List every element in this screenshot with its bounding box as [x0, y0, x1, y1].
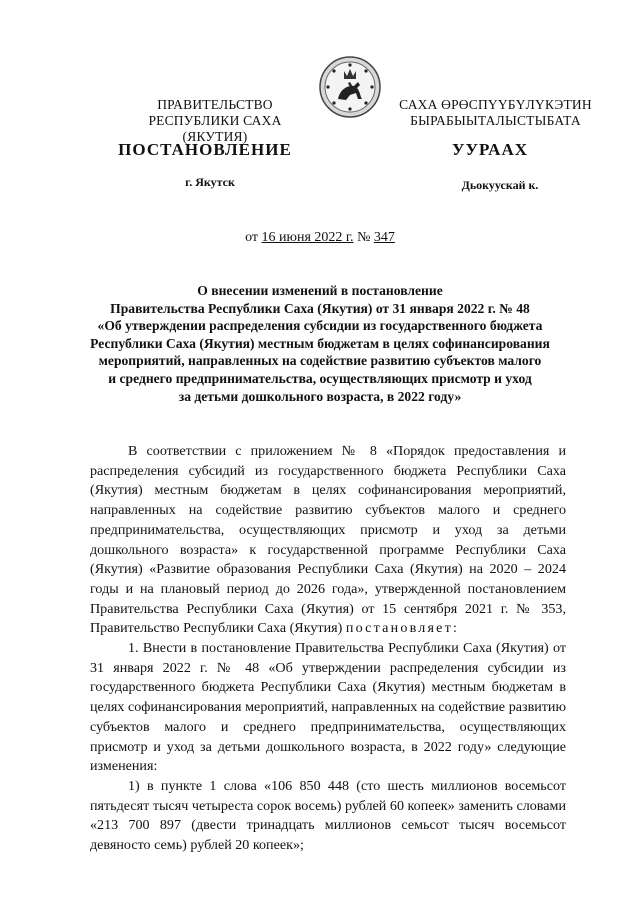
date-prefix: от: [245, 230, 259, 245]
issuer-left: [120, 97, 310, 145]
city-right: Дьокуускай к.: [461, 178, 539, 192]
doc-type-right: УУРААХ: [452, 140, 528, 159]
doc-date: 16 июня 2022 г.: [261, 230, 354, 245]
number-sign: №: [357, 230, 371, 245]
body-paragraph-2: 1. Внести в постановление Правительства Республики Саха (Якутия) от 31 января 2022 г. № 48 «Об утверждении распределения субсидии из государственного бюджета Республики Саха (Якутия) местным бюджетам в целях софинансирования мероприятий, направленных на содействие развитию субъектов малого и среднего предпринимательства, осуществляющих присмотр и уход за детьми дошкольного возраста, в 2022 году» следующие изменения:: [90, 640, 566, 775]
issuer-right-line2: БЫРАБЫЫТАЛЫСТЫБАТА: [410, 113, 581, 128]
doc-title: [80, 282, 560, 405]
title-line: Правительства Республики Саха (Якутия) от 31 января 2022 г. № 48: [110, 300, 530, 316]
preamble-text: В соответствии с приложением № 8 «Порядок предоставления и распределения субсидий из государственного бюджета Республики Саха (Якутия) местным бюджетам в целях софинансирования мероприятий, направленных на содействие развитию субъектов малого и среднего предпринимательства, осуществляющих присмотр и уход за детьми дошкольного возраста» к государственной программе Республики Саха (Якутия) «Развитие образования Республики Саха (Якутия) на 2020 – 2024 годы и на плановый период до 2026 года», утвержденной постановлением Правительства Республики Саха (Якутия) от 15 сентября 2021 г. № 353, Правительство Республики Саха (Якутия): [90, 443, 566, 637]
resolves-word: постановляет:: [345, 620, 460, 637]
title-line: «Об утверждении распределения субсидии из государственного бюджета: [97, 318, 543, 334]
title-line: Республики Саха (Якутия) местным бюджетам в целях софинансирования: [90, 335, 550, 351]
title-line: О внесении изменений в постановление: [197, 283, 443, 298]
date-number-line: [0, 230, 640, 246]
issuer-right: [388, 97, 603, 129]
body-paragraph-1: [90, 442, 566, 639]
issuer-left-line2: РЕСПУБЛИКИ САХА (ЯКУТИЯ): [148, 113, 282, 144]
doc-number: 347: [373, 230, 395, 245]
body-paragraph-3: 1) в пункте 1 слова «106 850 448 (сто шесть миллионов восемьсот пятьдесят тысяч четыреста сорок восемь) рублей 60 копеек» заменить словами «213 700 897 (двести тринадцать миллионов семьсот тысяч восемьсот девяносто семь) рублей 20 копеек»;: [90, 777, 566, 854]
issuer-right-line1: САХА ӨРӨСПҮҮБҮЛҮКЭТИН: [399, 97, 592, 112]
title-line: мероприятий, направленных на содействие развитию субъектов малого: [98, 353, 542, 369]
doc-body: [90, 442, 566, 856]
city-left: г. Якутск: [185, 175, 235, 189]
issuer-left-line1: ПРАВИТЕЛЬСТВО: [157, 97, 273, 112]
title-line: за детьми дошкольного возраста, в 2022 году»: [178, 388, 462, 404]
title-line: и среднего предпринимательства, осуществляющих присмотр и уход: [108, 370, 532, 386]
coat-of-arms-yakutia-icon: [318, 55, 382, 119]
doc-type-left: ПОСТАНОВЛЕНИЕ: [118, 140, 292, 159]
